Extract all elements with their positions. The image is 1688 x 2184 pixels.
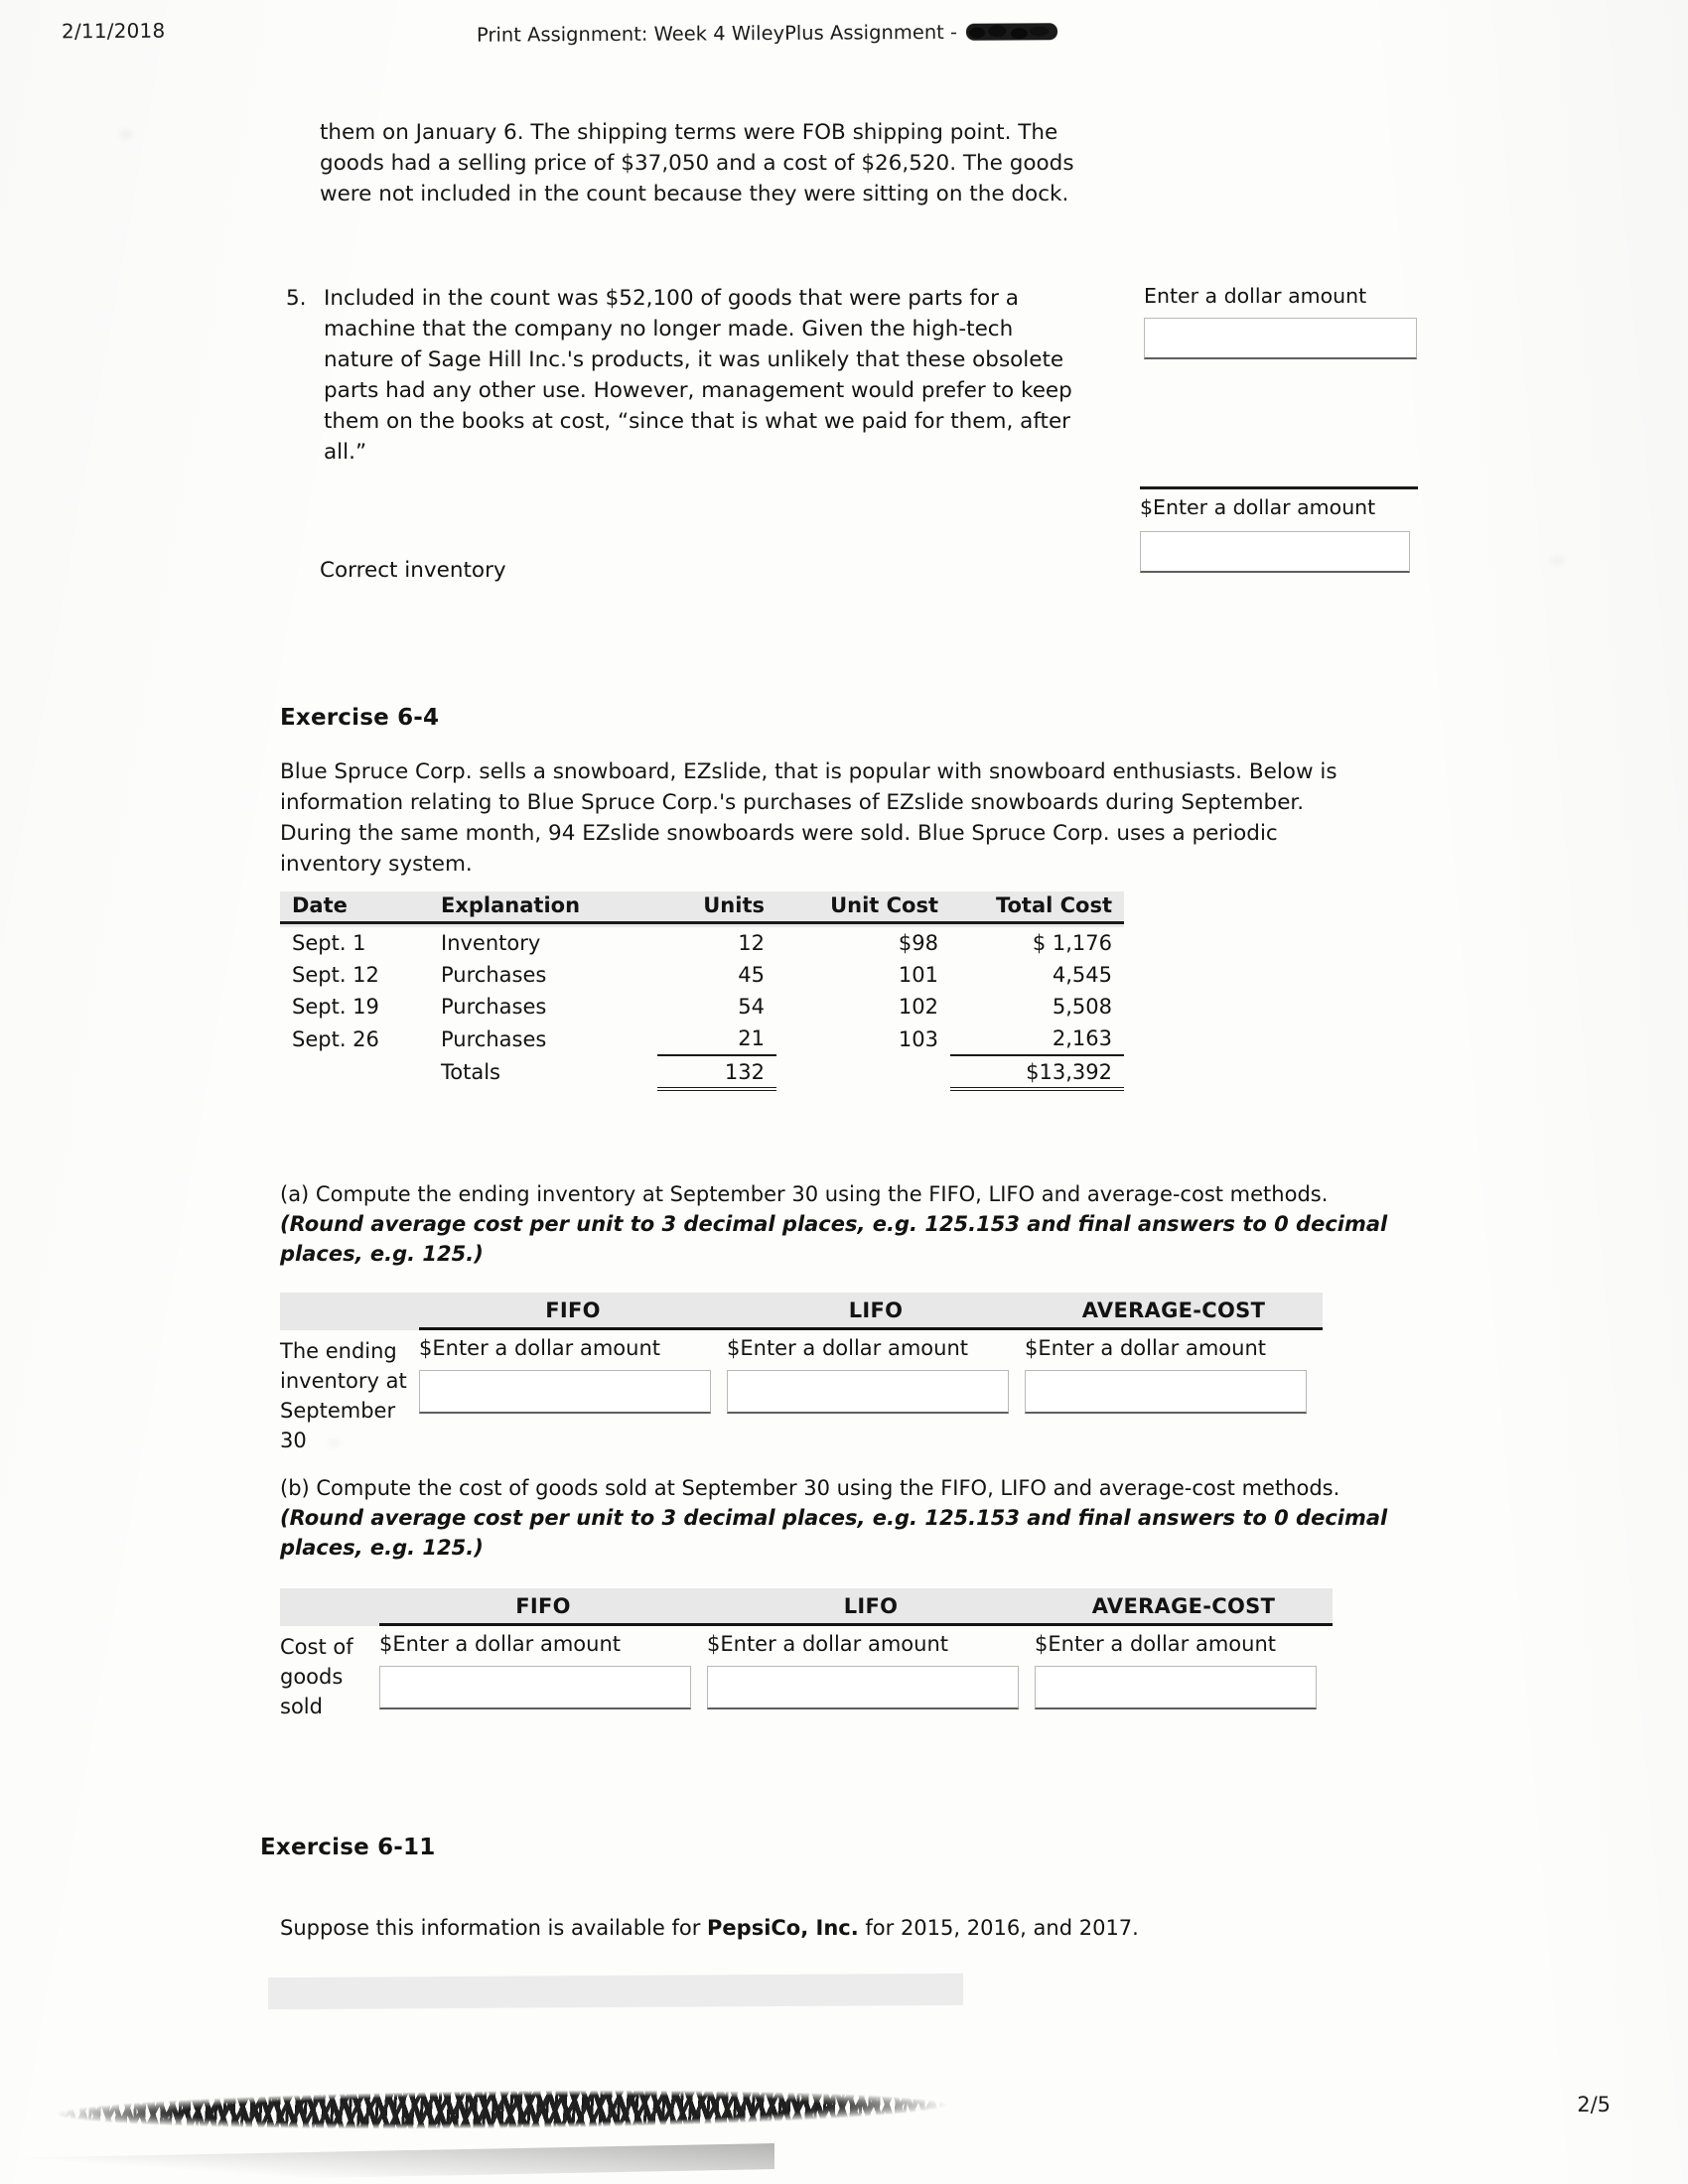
table-totals-row <box>280 1055 1124 1089</box>
cell-unit-cost: 101 <box>898 963 938 987</box>
continuation-paragraph: them on January 6. The shipping terms were FOB shipping point. The goods had a selling price of $37,050 and a cost of $26,520. The goods were not included in the count because they were sitting on the dock. <box>320 120 1074 206</box>
cell-unit-cost: 102 <box>898 995 938 1019</box>
grid-b-lifo-label: $Enter a dollar amount <box>707 1632 948 1656</box>
table-row <box>280 959 1124 991</box>
cell-total-cost: 4,545 <box>1052 963 1112 987</box>
header-redaction-icon <box>966 23 1057 41</box>
exercise-64-title: Exercise 6-4 <box>280 705 440 731</box>
part-a-prompt-emphasis: (Round average cost per unit to 3 decimal places, e.g. 125.153 and final answers to 0 decimal places, e.g. 125.) <box>280 1212 1388 1266</box>
exercise-611-company-name: PepsiCo, Inc. <box>707 1916 859 1940</box>
grid-b-header-fifo: FIFO <box>379 1588 707 1626</box>
cell-units: 12 <box>738 931 765 955</box>
header-title <box>477 20 1057 47</box>
part-a-answer-grid <box>280 1293 1323 1455</box>
grid-b-cell-lifo <box>707 1626 1035 1721</box>
grid-a-corner <box>280 1293 419 1330</box>
grid-b-row-label: Cost of goods sold <box>280 1635 353 1718</box>
grid-a-average-cost-label: $Enter a dollar amount <box>1025 1336 1266 1360</box>
list-item-number: 5. <box>286 286 307 311</box>
part-b-prompt <box>280 1473 1392 1563</box>
grid-a-header-average-cost: AVERAGE-COST <box>1025 1293 1323 1330</box>
scan-speck <box>119 129 133 139</box>
exercise-611-table-header-band <box>268 1974 963 2009</box>
column-header-total-cost: Total Cost <box>950 891 1124 927</box>
grid-b-average-cost-input[interactable] <box>1035 1666 1317 1709</box>
grid-b-header-lifo: LIFO <box>707 1588 1035 1626</box>
item5-answer-label: Enter a dollar amount <box>1144 284 1367 308</box>
cell-date: Sept. 26 <box>292 1026 379 1051</box>
correct-inventory-field-group <box>1140 486 1418 573</box>
document-header <box>0 14 1688 64</box>
grid-b-corner <box>280 1588 379 1626</box>
grid-b-header-average-cost: AVERAGE-COST <box>1035 1588 1333 1626</box>
column-header-date: Date <box>280 891 429 927</box>
cell-explanation: Purchases <box>441 963 547 987</box>
grid-b-cell-fifo <box>379 1626 707 1721</box>
grid-a-cell-fifo <box>419 1330 727 1455</box>
inventory-data-table <box>280 891 1124 1091</box>
exercise-64-intro: Blue Spruce Corp. sells a snowboard, EZslide, that is popular with snowboard enthusiasts. Below is information relating to Blue Spruce Corp.'s purchases of EZslide snowboards during September. During the same month, 94 EZslide snowboards were sold. Blue Spruce Corp. uses a periodic inventory system. <box>280 759 1337 877</box>
grid-a-fifo-input[interactable] <box>419 1370 711 1414</box>
correct-inventory-input[interactable] <box>1140 531 1410 573</box>
grid-a-header-fifo: FIFO <box>419 1293 727 1330</box>
grid-a-fifo-label: $Enter a dollar amount <box>419 1336 660 1360</box>
correct-inventory-label: Correct inventory <box>320 558 506 583</box>
cell-units: 54 <box>738 995 765 1019</box>
footer-page-number: 2/5 <box>1577 2093 1611 2116</box>
grid-b-fifo-input[interactable] <box>379 1666 691 1709</box>
correct-inventory-rule <box>1140 486 1418 489</box>
cell-units: 45 <box>738 963 765 987</box>
column-header-unit-cost: Unit Cost <box>776 891 950 927</box>
grid-a-average-cost-input[interactable] <box>1025 1370 1307 1414</box>
part-a-prompt-plain: (a) Compute the ending inventory at September 30 using the FIFO, LIFO and average-cost methods. <box>280 1182 1329 1206</box>
grid-a-header-lifo: LIFO <box>727 1293 1025 1330</box>
header-date: 2/11/2018 <box>61 18 166 44</box>
table-row <box>280 991 1124 1023</box>
grid-a-lifo-input[interactable] <box>727 1370 1009 1414</box>
cell-explanation: Inventory <box>441 931 541 955</box>
table-row <box>280 927 1124 959</box>
cell-totals-label: Totals <box>441 1060 500 1084</box>
grid-b-average-cost-label: $Enter a dollar amount <box>1035 1632 1276 1656</box>
part-b-answer-grid <box>280 1588 1333 1721</box>
grid-b-fifo-label: $Enter a dollar amount <box>379 1632 621 1656</box>
grid-a-cell-lifo <box>727 1330 1025 1455</box>
cell-date <box>280 1055 429 1089</box>
cell-date: Sept. 12 <box>292 963 379 987</box>
cell-total-cost: 2,163 <box>950 1023 1124 1055</box>
exercise-611-intro-before: Suppose this information is available for <box>280 1916 708 1940</box>
cell-total-cost: $ 1,176 <box>1032 931 1112 955</box>
column-header-explanation: Explanation <box>429 891 657 927</box>
cell-unit-cost: $98 <box>898 931 938 955</box>
item5-answer-input[interactable] <box>1144 318 1417 359</box>
cell-total-cost: 5,508 <box>1052 995 1112 1019</box>
grid-a-row-label: The ending inventory at September 30 <box>280 1339 407 1452</box>
footer-redaction-scribble <box>55 2080 948 2138</box>
cell-unit-cost <box>776 1055 950 1089</box>
list-item-5 <box>286 283 1080 468</box>
column-header-units: Units <box>657 891 776 927</box>
scan-speck <box>1549 556 1565 565</box>
table-row <box>280 1023 1124 1055</box>
grid-a-cell-average-cost <box>1025 1330 1323 1455</box>
exercise-611-intro-after: for 2015, 2016, and 2017. <box>858 1916 1139 1940</box>
table-header-row <box>280 891 1124 927</box>
cell-explanation: Purchases <box>441 1026 547 1051</box>
part-a-prompt <box>280 1179 1392 1269</box>
list-item-text: Included in the count was $52,100 of goods that were parts for a machine that the company no longer made. Given the high-tech nature of Sage Hill Inc.'s products, it was unlikely that these obsolete parts had any other use. However, management would prefer to keep them on the books at cost, “since that is what we paid for them, after all.” <box>324 286 1072 465</box>
exercise-611-intro <box>280 1916 1139 1940</box>
grid-b-lifo-input[interactable] <box>707 1666 1019 1709</box>
item5-answer-field-group <box>1144 284 1417 359</box>
grid-b-cell-average-cost <box>1035 1626 1333 1721</box>
part-b-prompt-emphasis: (Round average cost per unit to 3 decimal places, e.g. 125.153 and final answers to 0 decimal places, e.g. 125.) <box>280 1506 1388 1560</box>
exercise-611-title: Exercise 6-11 <box>260 1835 436 1860</box>
cell-units: 21 <box>657 1023 776 1055</box>
cell-date: Sept. 19 <box>292 995 379 1019</box>
cell-grand-total: $13,392 <box>950 1055 1124 1089</box>
grid-a-lifo-label: $Enter a dollar amount <box>727 1336 968 1360</box>
cell-date: Sept. 1 <box>292 931 366 955</box>
header-title-text: Print Assignment: Week 4 WileyPlus Assignment - <box>476 20 964 47</box>
part-b-prompt-plain: (b) Compute the cost of goods sold at September 30 using the FIFO, LIFO and average-cost methods. <box>280 1476 1340 1500</box>
cell-total-units: 132 <box>657 1055 776 1089</box>
cell-explanation: Purchases <box>441 995 547 1019</box>
correct-inventory-answer-label: $Enter a dollar amount <box>1140 495 1376 519</box>
cell-unit-cost: 103 <box>898 1026 938 1051</box>
